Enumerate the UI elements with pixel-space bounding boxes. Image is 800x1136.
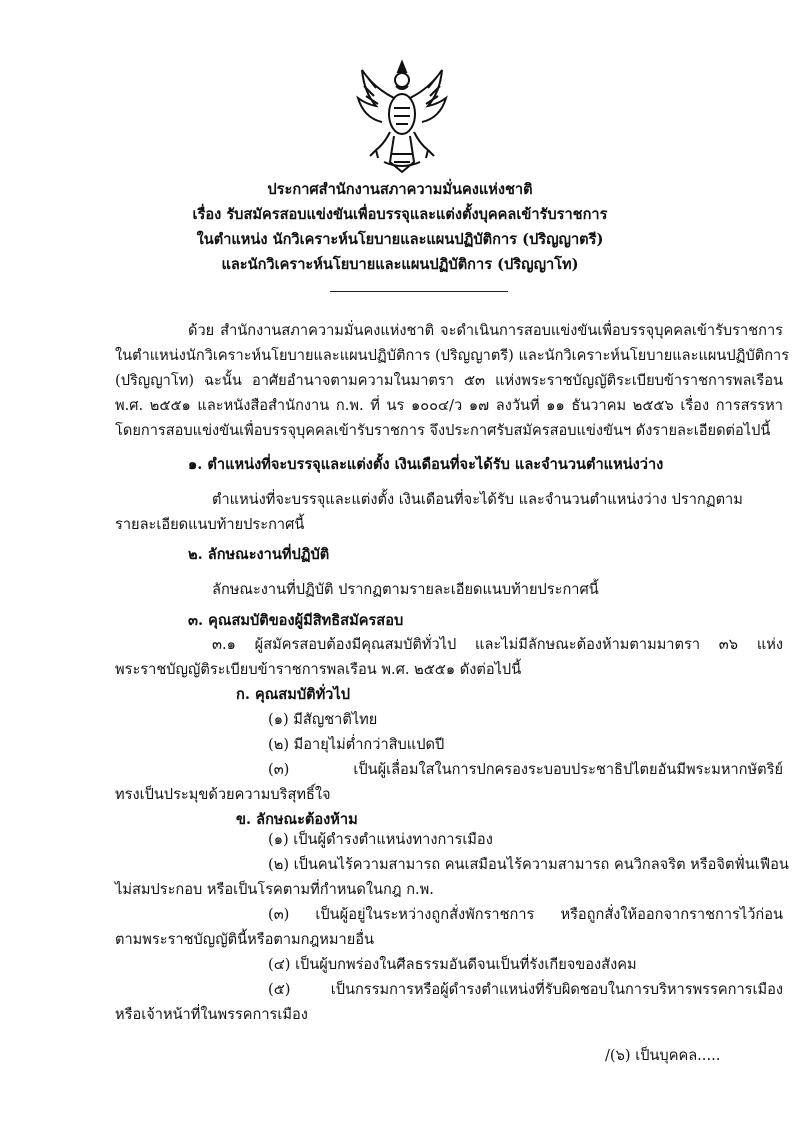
- prohibited-item: หรือเจ้าหน้าที่ในพรรคการเมือง: [115, 1006, 308, 1023]
- prohibited-item: (๒) เป็นคนไร้ความสามารถ คนเสมือนไร้ความสามารถ คนวิกลจริต หรือจิตฟั่นเฟือน: [268, 856, 789, 873]
- prohibited-item: ตามพระราชบัญญัตินี้หรือตามกฎหมายอื่น: [115, 931, 374, 948]
- section-2-heading: ๒. ลักษณะงานที่ปฏิบัติ: [188, 546, 330, 563]
- intro-line: โดยการสอบแข่งขันเพื่อบรรจุบุคคลเข้ารับราชการ จึงประกาศรับสมัครสอบแข่งขันฯ ดังรายละเอียดต่อไปนี้: [115, 422, 771, 439]
- continuation-note: /(๖) เป็นบุคคล.....: [605, 1047, 721, 1064]
- general-qualification-item: (๒) มีอายุไม่ต่ำกว่าสิบแปดปี: [268, 736, 445, 753]
- general-qualification-item: ทรงเป็นประมุขด้วยความบริสุทธิ์ใจ: [115, 786, 331, 803]
- section-3-1-line: ๓.๑ ผู้สมัครสอบต้องมีคุณสมบัติทั่วไป และไม่มีลักษณะต้องห้ามตามมาตรา ๓๖ แห่ง: [212, 636, 783, 653]
- prohibited-item: (๕) เป็นกรรมการหรือผู้ดำรงตำแหน่งที่รับผิดชอบในการบริหารพรรคการเมือง: [268, 981, 783, 998]
- general-qualification-item: (๓) เป็นผู้เลื่อมใสในการปกครองระบอบประชาธิปไตยอันมีพระมหากษัตริย์: [268, 761, 783, 778]
- section-2-body: ลักษณะงานที่ปฏิบัติ ปรากฏตามรายละเอียดแนบท้ายประกาศนี้: [212, 581, 599, 598]
- intro-line: ด้วย สำนักงานสภาความมั่นคงแห่งชาติ จะดำเนินการสอบแข่งขันเพื่อบรรจุบุคคลเข้ารับราชการ: [188, 322, 783, 339]
- prohibited-item: (๑) เป็นผู้ดำรงตำแหน่งทางการเมือง: [268, 831, 493, 848]
- garuda-emblem-icon: [354, 58, 450, 176]
- prohibited-item: (๓) เป็นผู้อยู่ในระหว่างถูกสั่งพักราชการ หรือถูกสั่งให้ออกจากราชการไว้ก่อน: [268, 906, 783, 923]
- intro-line: (ปริญญาโท) ฉะนั้น อาศัยอำนาจตามความในมาตรา ๕๓ แห่งพระราชบัญญัติระเบียบข้าราชการพลเรือน: [115, 372, 783, 389]
- announcement-subject-line: และนักวิเคราะห์นโยบายและแผนปฏิบัติการ (ปริญญาโท): [221, 256, 579, 273]
- section-1-body: รายละเอียดแนบท้ายประกาศนี้: [115, 516, 305, 533]
- section-1-body: ตำแหน่งที่จะบรรจุและแต่งตั้ง เงินเดือนที่จะได้รับ และจำนวนตำแหน่งว่าง ปรากฏตาม: [212, 491, 743, 508]
- intro-line: ในตำแหน่งนักวิเคราะห์นโยบายและแผนปฏิบัติการ (ปริญญาตรี) และนักวิเคราะห์นโยบายและแผนปฏิบัติการ: [115, 347, 790, 364]
- general-qualification-item: (๑) มีสัญชาติไทย: [268, 711, 378, 728]
- prohibited-item: ไม่สมประกอบ หรือเป็นโรคตามที่กำหนดในกฎ ก.พ.: [115, 881, 434, 898]
- intro-line: พ.ศ. ๒๕๕๑ และหนังสือสำนักงาน ก.พ. ที่ นร ๑๐๐๔/ว ๑๗ ลงวันที่ ๑๑ ธันวาคม ๒๕๕๖ เรื่อง การสรรหา: [115, 397, 783, 414]
- section-3-heading: ๓. คุณสมบัติของผู้มีสิทธิสมัครสอบ: [188, 612, 404, 629]
- announcement-subject-line: เรื่อง รับสมัครสอบแข่งขันเพื่อบรรจุและแต่งตั้งบุคคลเข้ารับราชการ: [192, 206, 608, 223]
- prohibited-item: (๔) เป็นผู้บกพร่องในศีลธรรมอันดีจนเป็นที่รังเกียจของสังคม: [268, 956, 637, 973]
- section-1-heading: ๑. ตำแหน่งที่จะบรรจุและแต่งตั้ง เงินเดือนที่จะได้รับ และจำนวนตำแหน่งว่าง: [188, 456, 664, 473]
- announcement-title: ประกาศสำนักงานสภาความมั่นคงแห่งชาติ: [267, 181, 533, 198]
- general-qualifications-heading: ก. คุณสมบัติทั่วไป: [236, 686, 350, 703]
- title-divider: [330, 291, 508, 292]
- section-3-1-line: พระราชบัญญัติระเบียบข้าราชการพลเรือน พ.ศ. ๒๕๕๑ ดังต่อไปนี้: [115, 661, 522, 678]
- announcement-subject-line: ในตำแหน่ง นักวิเคราะห์นโยบายและแผนปฏิบัติการ (ปริญญาตรี): [196, 231, 604, 248]
- prohibited-heading: ข. ลักษณะต้องห้าม: [236, 811, 358, 828]
